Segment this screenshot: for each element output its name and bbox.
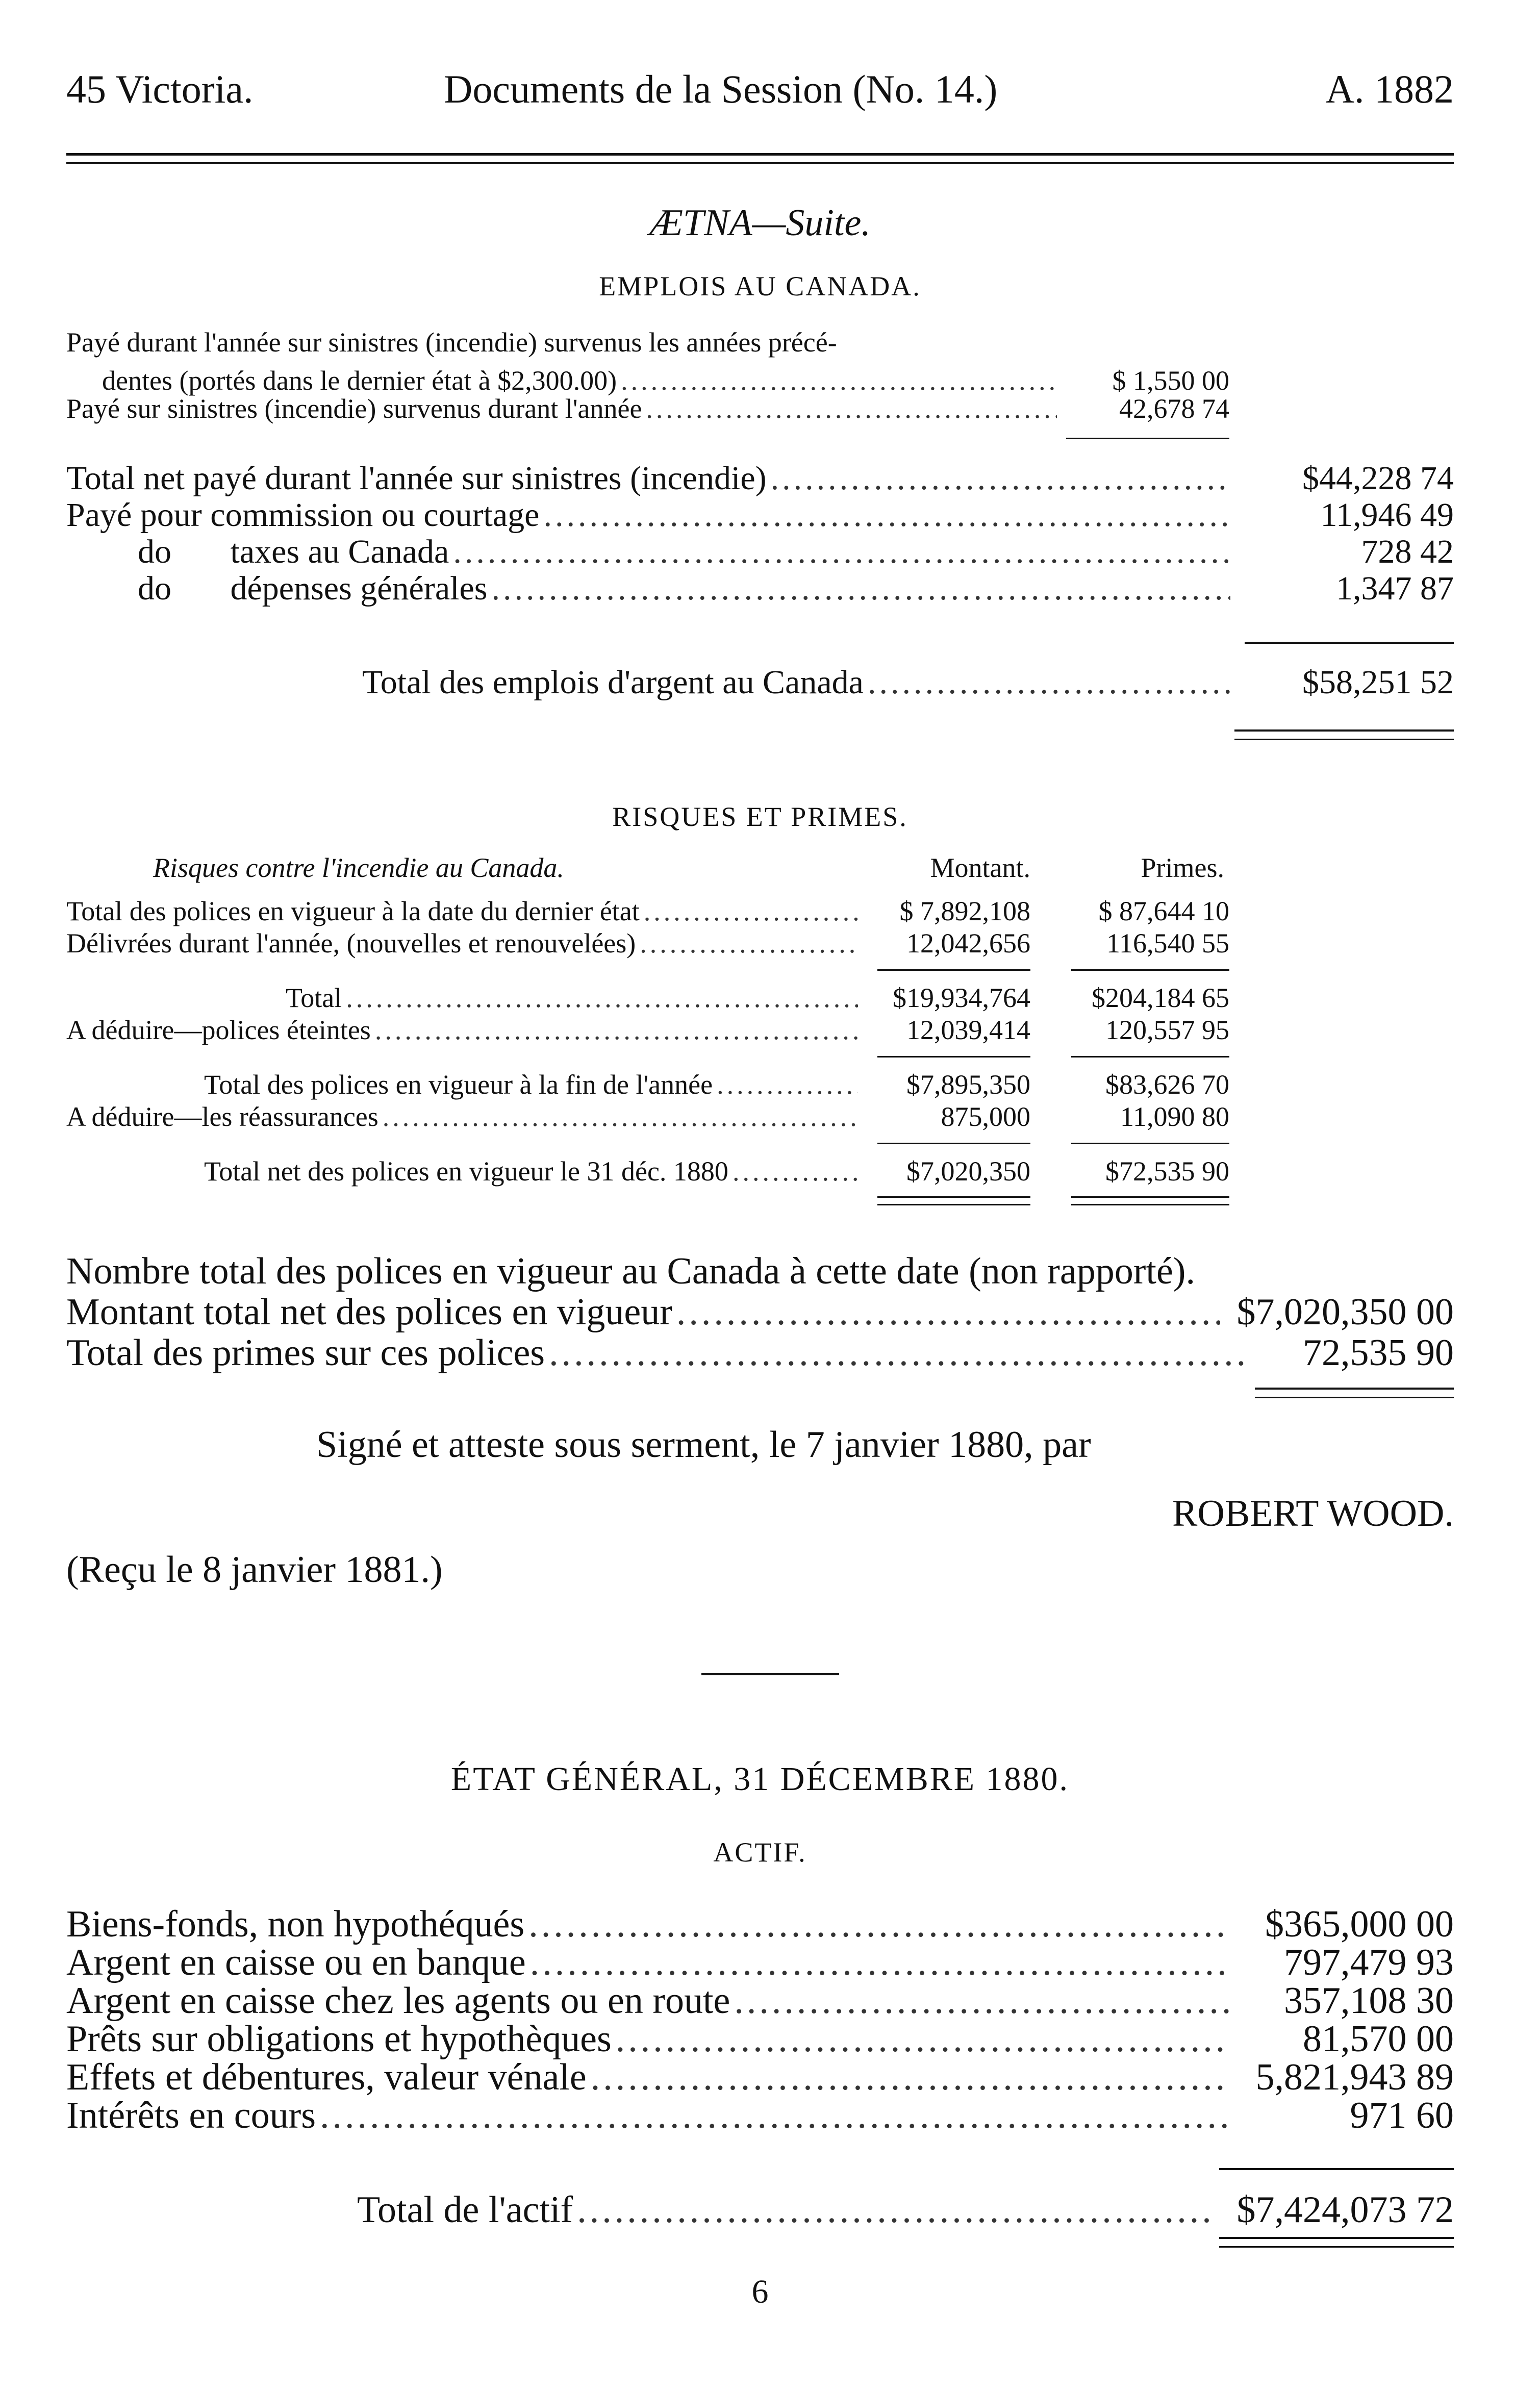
section-title: ÆTNA—Suite. [649, 202, 871, 244]
header-rule-bottom [66, 162, 1454, 164]
emplois-double-rule-1 [1234, 729, 1454, 732]
summary-line1: Nombre total des polices en vigueur au Canada à cette date (non rapporté). [66, 1250, 1195, 1292]
risques-montant: $7,020,350 [906, 1156, 1030, 1187]
emplois-total-rule [1245, 642, 1454, 644]
actif-total: Total de l'actif ..... [357, 2188, 1219, 2232]
actif-double-rule [1219, 2246, 1454, 2248]
attest-name: ROBERT WOOD. [1172, 1493, 1454, 1534]
actif-double-rule [1219, 2237, 1454, 2239]
risques-primes: $204,184 65 [1092, 983, 1229, 1013]
risques-montant: 12,042,656 [906, 928, 1030, 959]
risques-montant: $ 7,892,108 [899, 896, 1030, 926]
actif-row: Effets et débentures, valeur vénale ..... [66, 2056, 1234, 2099]
actif-value: 357,108 30 [1284, 1980, 1454, 2022]
emplois-total: Total des emplois d'argent au Canada ..... [362, 663, 1234, 702]
col-montant-header: Montant. [930, 852, 1030, 883]
emplois-subtotal-rule [1066, 438, 1229, 439]
emplois-row: Total net payé durant l'année sur sinistres (incendie) ..... [66, 459, 1234, 498]
risques-rule [877, 969, 1030, 971]
emplois-row: do taxes au Canada ..... [138, 533, 1234, 571]
risques-row: Total ..... [286, 982, 862, 1014]
risques-montant: $19,934,764 [893, 983, 1030, 1013]
header-rule-top [66, 153, 1454, 156]
etat-subheading: ACTIF. [713, 1837, 807, 1868]
actif-value: $365,000 00 [1265, 1903, 1454, 1945]
risques-double-rule [877, 1196, 1030, 1198]
summary-double-rule [1255, 1388, 1454, 1390]
actif-row: Argent en caisse chez les agents ou en route ..... [66, 1979, 1234, 2023]
summary-line3: Total des primes sur ces polices ..... [66, 1331, 1255, 1375]
risques-primes: $72,535 90 [1105, 1156, 1229, 1187]
emplois-row-value: 11,946 49 [1320, 496, 1454, 534]
risques-primes: 11,090 80 [1120, 1101, 1229, 1132]
actif-row: Argent en caisse ou en banque ..... [66, 1941, 1234, 1984]
risques-heading: RISQUES ET PRIMES. [612, 801, 908, 832]
attest-signed: Signé et atteste sous serment, le 7 janvier 1880, par [316, 1424, 1091, 1466]
risques-row: Total des polices en vigueur à la date du dernier état ..... [66, 895, 862, 927]
actif-total-rule [1219, 2168, 1454, 2170]
emplois-heading: EMPLOIS AU CANADA. [599, 271, 921, 301]
summary-double-rule [1255, 1397, 1454, 1398]
risques-rule [1071, 969, 1229, 971]
summary-line3-value: 72,535 90 [1303, 1332, 1454, 1374]
summary-line2-value: $7,020,350 00 [1236, 1291, 1454, 1333]
header-left: 45 Victoria. [66, 67, 254, 111]
emplois-item1-line1: Payé durant l'année sur sinistres (incendie) survenus les années précé- [66, 327, 837, 358]
risques-rule [1071, 1143, 1229, 1144]
risques-rule [1071, 1056, 1229, 1057]
actif-total-value: $7,424,073 72 [1236, 2189, 1454, 2231]
header-right: A. 1882 [1325, 67, 1454, 111]
emplois-row: do dépenses générales ..... [138, 569, 1234, 608]
risques-montant: $7,895,350 [906, 1069, 1030, 1100]
emplois-total-value: $58,251 52 [1302, 664, 1454, 701]
summary-line2: Montant total net des polices en vigueur ..... [66, 1291, 1224, 1334]
page-number: 6 [751, 2273, 769, 2310]
attest-received: (Reçu le 8 janvier 1881.) [66, 1549, 443, 1591]
risques-row: A déduire—polices éteintes ..... [66, 1014, 862, 1046]
risques-primes: 120,557 95 [1105, 1015, 1229, 1045]
page-header [66, 66, 1454, 122]
actif-row: Intérêts en cours ..... [66, 2094, 1234, 2137]
emplois-row-value: 1,347 87 [1336, 570, 1454, 607]
emplois-item1-line2: dentes (portés dans le dernier état à $2,300.00) ..... [102, 365, 1061, 396]
risques-rule [877, 1056, 1030, 1057]
col-primes-header: Primes. [1141, 852, 1224, 883]
actif-value: 797,479 93 [1284, 1942, 1454, 1983]
emplois-item2: Payé sur sinistres (incendie) survenus durant l'année ..... [66, 393, 1061, 424]
risques-double-rule [877, 1204, 1030, 1205]
risques-row: Total des polices en vigueur à la fin de l'année ..... [204, 1069, 862, 1100]
risques-subheading: Risques contre l'incendie au Canada. [153, 852, 564, 883]
risques-row: Total net des polices en vigueur le 31 déc. 1880 ..... [204, 1155, 862, 1187]
risques-rule [877, 1143, 1030, 1144]
header-center: Documents de la Session (No. 14.) [444, 67, 998, 111]
emplois-row: Payé pour commission ou courtage ..... [66, 496, 1234, 535]
risques-primes: $ 87,644 10 [1098, 896, 1229, 926]
actif-row: Prêts sur obligations et hypothèques ..... [66, 2018, 1234, 2061]
actif-value: 971 60 [1350, 2095, 1454, 2136]
emplois-item1-value: $ 1,550 00 [1112, 365, 1229, 396]
actif-value: 5,821,943 89 [1255, 2056, 1454, 2098]
etat-heading: ÉTAT GÉNÉRAL, 31 DÉCEMBRE 1880. [450, 1760, 1070, 1798]
risques-primes: 116,540 55 [1106, 928, 1229, 959]
risques-montant: 875,000 [941, 1101, 1030, 1132]
risques-primes: $83,626 70 [1105, 1069, 1229, 1100]
emplois-item2-value: 42,678 74 [1119, 393, 1229, 424]
risques-montant: 12,039,414 [906, 1015, 1030, 1045]
section-separator [701, 1673, 839, 1675]
risques-row: A déduire—les réassurances ..... [66, 1101, 862, 1132]
emplois-row-value: $44,228 74 [1302, 460, 1454, 497]
actif-value: 81,570 00 [1303, 2018, 1454, 2060]
emplois-row-value: 728 42 [1361, 533, 1454, 570]
actif-row: Biens-fonds, non hypothéqués ..... [66, 1903, 1234, 1946]
risques-row: Délivrées durant l'année, (nouvelles et renouvelées) ..... [66, 927, 862, 959]
risques-double-rule [1071, 1204, 1229, 1205]
risques-double-rule [1071, 1196, 1229, 1198]
emplois-double-rule-2 [1234, 739, 1454, 740]
